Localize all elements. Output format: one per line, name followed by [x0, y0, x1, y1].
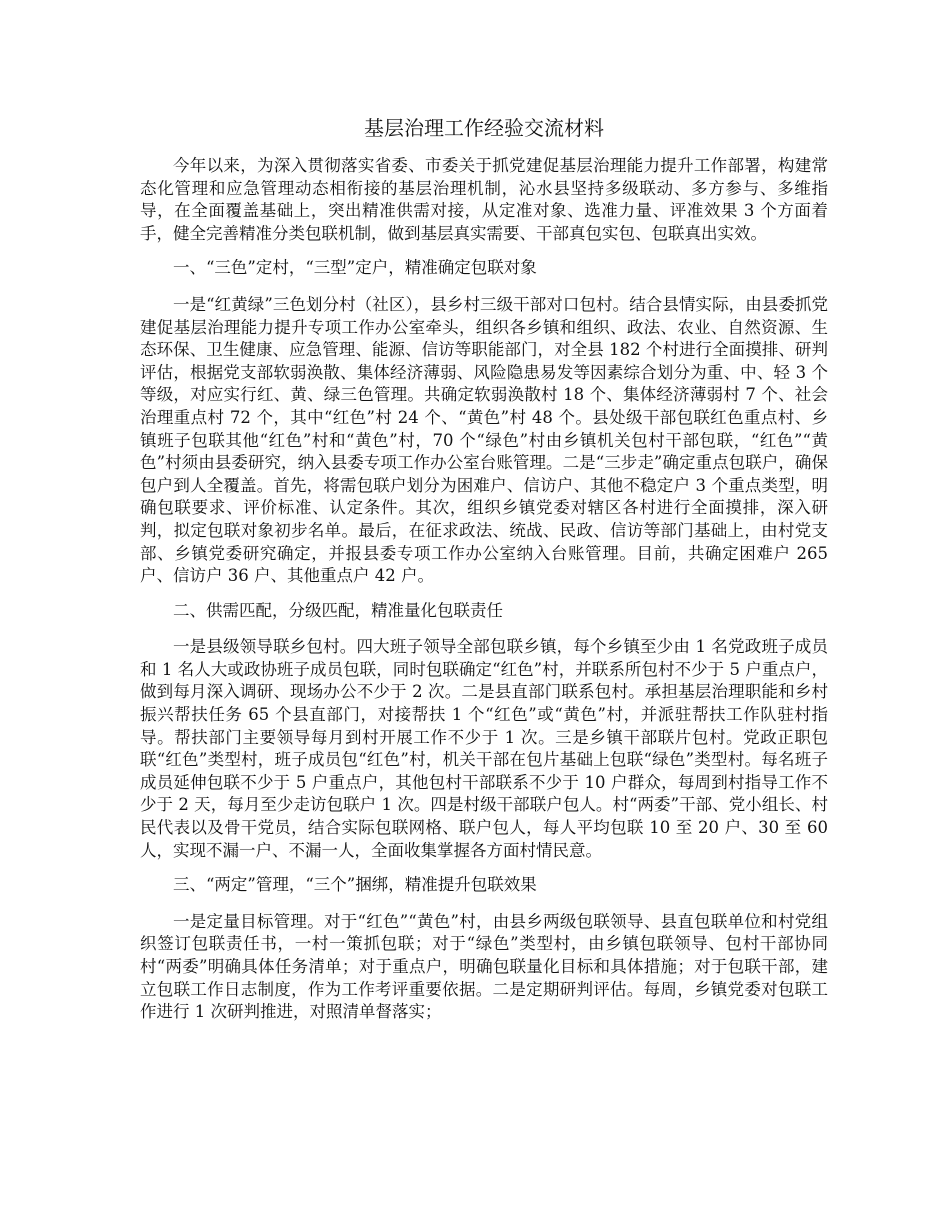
section-1-heading: 一、“三色”定村，“三型”定户，精准确定包联对象 [173, 258, 537, 278]
section-3-heading: 三、“两定”管理，“三个”捆绑，精准提升包联效果 [173, 875, 537, 895]
document-title: 基层治理工作经验交流材料 [364, 116, 604, 140]
section-3-body: 一是定量目标管理。对于“红色”“黄色”村，由县乡两级包联领导、县直包联单位和村党组织签订包联责任书，一村一策抓包联；对于“绿色”类型村，由乡镇包联领导、包村干部协同村“两委”明确具体任务清单；对于重点户，明确包联量化目标和具体措施；对于包联干部，建立包联工作日志制度，作为工作考评重要依据。二是定期研判评估。每周，乡镇党委对包联工作进行 1 次研判推进，对照清单督落实； [140, 911, 828, 1022]
section-2-heading: 二、供需匹配，分级匹配，精准量化包联责任 [173, 600, 503, 620]
section-1-body: 一是“红黄绿”三色划分村（社区），县乡村三级干部对口包村。结合县情实际，由县委抓党建促基层治理能力提升专项工作办公室牵头，组织各乡镇和组织、政法、农业、自然资源、生态环保、卫生健康、应急管理、能源、信访等职能部门，对全县 182 个村进行全面摸排、研判评估，根据党支部软弱涣散、集体经济薄弱、风险隐患易发等因素综合划分为重、中、轻 3 个等级，对应实行红、黄、绿三色管理。共确定软弱涣散村 18 个、集体经济薄弱村 7 个、社会治理重点村 72 个，其中“红色”村 24 个、“黄色”村 48 个。县处级干部包联红色重点村、乡镇班子包联其他“红色”村和“黄色”村，70 个“绿色”村由乡镇机关包村干部包联，“红色”“黄色”村须由县委研究，纳入县委专项工作办公室台账管理。二是“三步走”确定重点包联户，确保包户到人全覆盖。首先，将需包联户划分为困难户、信访户、其他不稳定户 3 个重点类型，明确包联要求、评价标准、认定条件。其次，组织乡镇党委对辖区各村进行全面摸排，深入研判，拟定包联对象初步名单。最后，在征求政法、统战、民政、信访等部门基础上，由村党支部、乡镇党委研究确定，并报县委专项工作办公室纳入台账管理。目前，共确定困难户 265 户、信访户 36 户、其他重点户 42 户。 [140, 294, 828, 586]
section-2-body: 一是县级领导联乡包村。四大班子领导全部包联乡镇，每个乡镇至少由 1 名党政班子成员和 1 名人大或政协班子成员包联，同时包联确定“红色”村，并联系所包村不少于 5 户重点户，做到每月深入调研、现场办公不少于 2 次。二是县直部门联系包村。承担基层治理职能和乡村振兴帮扶任务 65 个县直部门，对接帮扶 1 个“红色”或“黄色”村，并派驻帮扶工作队驻村指导。帮扶部门主要领导每月到村开展工作不少于 1 次。三是乡镇干部联片包村。党政正职包联“红色”类型村，班子成员包“红色”村，机关干部在包片基础上包联“绿色”类型村。每名班子成员延伸包联不少于 5 户重点户，其他包村干部联系不少于 10 户群众，每周到村指导工作不少于 2 天，每月至少走访包联户 1 次。四是村级干部联户包人。村“两委”干部、党小组长、村民代表以及骨干党员，结合实际包联网格、联户包人，每人平均包联 10 至 20 户、30 至 60 人，实现不漏一户、不漏一人，全面收集掌握各方面村情民意。 [140, 637, 828, 860]
intro-paragraph: 今年以来，为深入贯彻落实省委、市委关于抓党建促基层治理能力提升工作部署，构建常态化管理和应急管理动态相衔接的基层治理机制，沁水县坚持多级联动、多方参与、多维指导，在全面覆盖基础上，突出精准供需对接，从定准对象、选准力量、评准效果 3 个方面着手，健全完善精准分类包联机制，做到基层真实需要、干部真包实包、包联真出实效。 [140, 156, 828, 243]
